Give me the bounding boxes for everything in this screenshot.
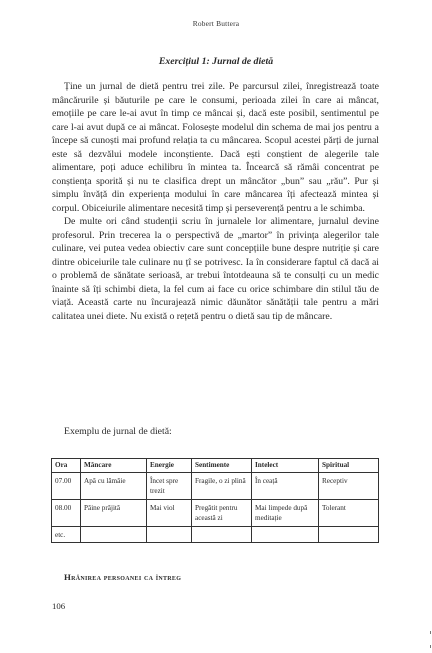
table-cell: 08.00	[52, 499, 81, 526]
column-header-feelings: Sentimente	[192, 459, 252, 473]
section-title: Exercițiul 1: Jurnal de dietă	[158, 56, 274, 67]
crop-mark	[430, 645, 431, 648]
table-cell: Fragile, o zi plină	[192, 472, 252, 499]
table-cell: Apă cu lămâie	[81, 472, 147, 499]
table-cell	[319, 526, 379, 543]
table-cell: Pregătit pentru această zi	[192, 499, 252, 526]
crop-mark	[430, 631, 431, 634]
column-header-food: Mâncare	[81, 459, 147, 473]
table-cell: Tolerant	[319, 499, 379, 526]
table-header-row	[52, 459, 379, 473]
table-cell: Încet spre trezit	[147, 472, 192, 499]
table-row	[52, 472, 379, 499]
example-caption: Exemplu de jurnal de dietă:	[64, 426, 172, 437]
table-cell: În ceață	[252, 472, 319, 499]
paragraph-2: De multe ori când studenții scriu în jurnalele lor alimentare, jurnalul devine profesorul. Prin trecerea la o perspectivă de „martor” în privința alegerilor tale culinare, vei putea vedea obiectiv care sunt concepțiile bune despre nutriție și care dintre obiceiurile tale culinare nu țî se potrivesc. Ia în considerare faptul că dacă ai o problemă de sănătate serioasă, ar trebui întotdeauna să te consulți cu un medic înainte să îți schimbi dieta, la fel cum ai face cu orice schimbare din stilul tău de viață. Această carte nu încurajează nimic dăunător sănătății tale pentru a mări calitatea unei diete. Nu există o rețetă pentru o dietă sau tip de mâncare.	[52, 216, 379, 322]
body-text	[52, 80, 379, 323]
table-cell: Pâine prăjită	[81, 499, 147, 526]
table-cell	[192, 526, 252, 543]
page-number: 106	[52, 601, 66, 611]
table-cell	[147, 526, 192, 543]
column-header-energy: Energie	[147, 459, 192, 473]
table-cell: Mai viol	[147, 499, 192, 526]
column-header-intellect: Intelect	[252, 459, 319, 473]
running-head: Robert Buttera	[192, 19, 240, 28]
table-cell	[81, 526, 147, 543]
table-cell	[252, 526, 319, 543]
table-row	[52, 499, 379, 526]
column-header-time: Ora	[52, 459, 81, 473]
section-subheading: Hrănirea persoanei ca întreg	[64, 572, 182, 582]
table-cell: Mai limpede după meditație	[252, 499, 319, 526]
table-cell: Receptiv	[319, 472, 379, 499]
paragraph-1: Ține un jurnal de dietă pentru trei zile. Pe parcursul zilei, înregistrează toate mâncărurile și băuturile pe care le consumi, perioada zilei în care ai mâncat, emoțiile pe care le-ai avut în timp ce mâncai și, dacă este posibil, sentimentul pe care l-ai avut după ce ai mâncat. Folosește modelul din schema de mai jos pentru a începe să cunoști mai profund relația ta cu mâncarea. Scopul acestei părți de jurnal este să dezvălui modele inconștiente. Dacă ești conștient de alegerile tale alimentare, poți aduce echilibru în mintea ta. Încearcă să rămâi concentrat pe conștiența sporită și nu te clasifica drept un mâncător „bun” sau „rău”. Pur și simplu învăță din experiența modului în care mâncarea îți afectează mintea și corpul. Obiceiurile alimentare necesită timp și perseverență pentru a le schimba.	[52, 81, 379, 214]
table-cell: 07.00	[52, 472, 81, 499]
table-cell: etc.	[52, 526, 81, 543]
table-row	[52, 526, 379, 543]
column-header-spiritual: Spiritual	[319, 459, 379, 473]
diet-journal-table	[51, 458, 379, 543]
